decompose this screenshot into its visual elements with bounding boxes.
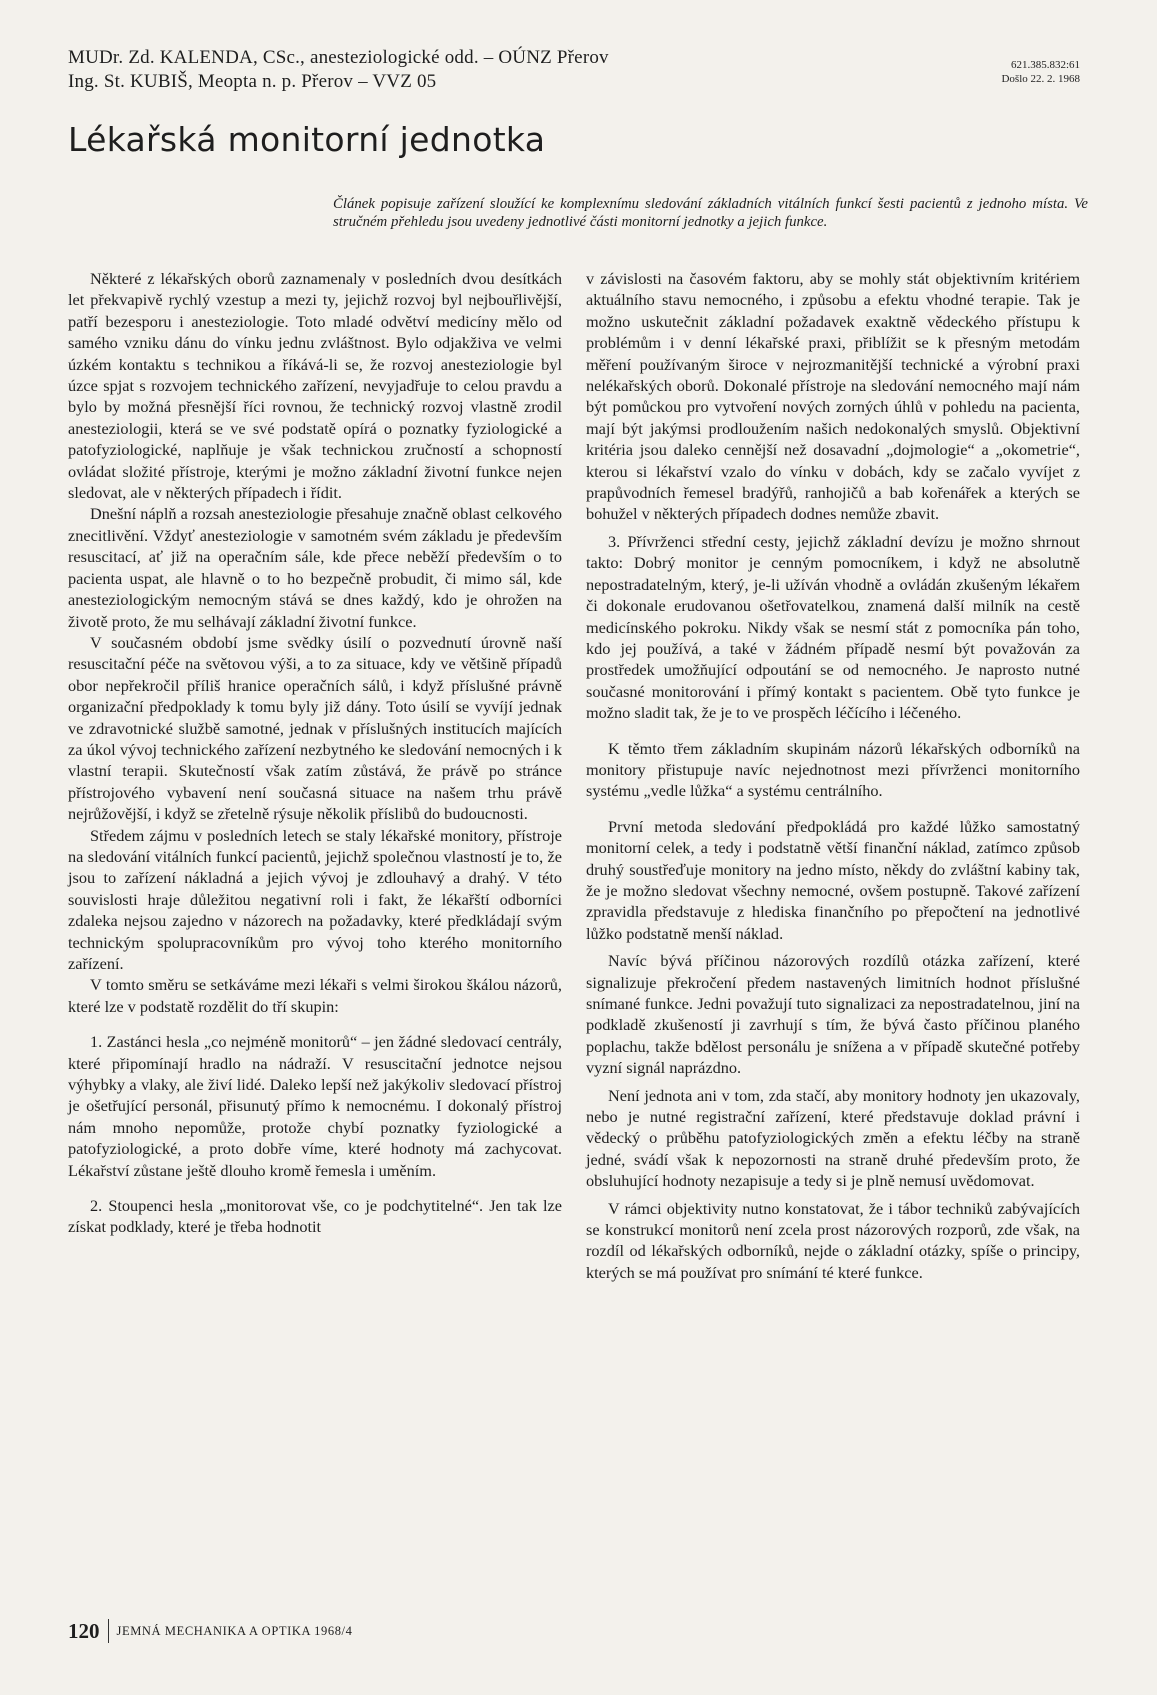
list-item-paragraph: 2. Stoupenci hesla „monitorovat vše, co je podchytitelné“. Jen tak lze získat podklady, které je třeba hodnotit xyxy=(68,1196,562,1237)
paragraph: K těmto třem základním skupinám názorů lékařských odborníků na monitory přistupuje navíc nejednotnost mezi přívrženci monitorního systému „vedle lůžka“ a systému centrálního. xyxy=(586,738,1080,801)
list-item-paragraph: 1. Zastánci hesla „co nejméně monitorů“ – jen žádné sledovací centrály, které připomínají hradlo na nádraží. V resuscitační jednotce nejsou výhybky a vlaky, ale živí lidé. Daleko lepší než jakýkoliv sledovací přístroj je ošetřující personál, přisunutý přímo k nemocnému. I dokonalý přístroj nám mnoho nepomůže, protože chybí poznatky fyziologické a patofyziologické, a proto dobře víme, které hodnoty má zachycovat. Lékařství zůstane ještě dlouho kromě řemesla i uměním. xyxy=(68,1032,562,1180)
author-affiliations xyxy=(68,46,688,94)
paragraph: Středem zájmu v posledních letech se staly lékařské monitory, přístroje na sledování vitálních funkcí pacientů, jejichž společnou vlastností je to, že jsou to zařízení nákladná a jejich vývoj je zdlouhavý a drahý. V této souvislosti hraje důležitou negativní roli i fakt, že lékařští odborníci zdaleka nejsou zajedno v názorech na požadavky, které předkládají svým technickým spolupracovníkům pro vývoj toho kterého monitorního zařízení. xyxy=(68,825,562,973)
paragraph: V současném období jsme svědky úsilí o pozvednutí úrovně naší resuscitační péče na světovou výši, a to za situace, kdy ve většině případů obor nepřekročil příliš hranice operačních sálů, i když příslušné právně organizační předpoklady k tomu byly již dány. Toto úsilí se vyvíjí jednak ve zdravotnické službě samotné, jednak v příslušných institucích majících za úkol vývoj technického zařízení nezbytného ke sledování nemocných i k vlastní terapii. Skutečností však zatím zůstává, že právě po stránce přístrojového vybavení není současná situace na našem trhu právě nejrůžovější, i když se zřetelně rýsuje několik příslibů do budoucnosti. xyxy=(68,632,562,824)
left-column xyxy=(68,268,562,1238)
author-line: Ing. St. KUBIŠ, Meopta n. p. Přerov – VVZ 05 xyxy=(68,71,437,92)
received-date: Došlo 22. 2. 1968 xyxy=(1001,73,1080,85)
paragraph: Navíc bývá příčinou názorových rozdílů otázka zařízení, které signalizuje překročení předem nastavených limitních hodnot příslušné snímané funkce. Jedni považují tuto signalizaci za nepostradatelnou, jiní na podkladě zkušeností ji zavrhují s tím, že bývá často příčinou planého poplachu, takže bdělost personálu je snížena a v případě skutečné potřeby vyzní signál naprázdno. xyxy=(586,951,1080,1078)
paragraph: v závislosti na časovém faktoru, aby se mohly stát objektivním kritériem aktuálního stavu nemocného, i způsobu a efektu vhodné terapie. Tak je možno uskutečnit základní požadavek exaktně vědeckého přístupu k problémům i v denní lékařské praxi, přiblížit se k přesným metodám měření používaným široce v nejrozmanitější technické a výrobní praxi nelékařských oborů. Dokonalé přístroje na sledování nemocného mají nám být pomůckou pro vytvoření nových zorných úhlů v pohledu na pacienta, mají být jakýmsi prodloužením našich nedokonalých smyslů. Objektivní kritéria jsou daleko cennější než dosavadní „dojmologie“ a „okometrie“, kterou si lékařství vzalo do vínku v dobách, kdy se začalo vyvíjet z prapůvodních řemesel bradýřů, ranhojičů a bab kořenářek a kterých se bohužel v některých případech dodnes nemůže zbavit. xyxy=(586,269,1080,524)
article-metadata xyxy=(940,58,1080,86)
right-column xyxy=(586,268,1080,1283)
udc-code: 621.385.832:61 xyxy=(1010,59,1080,71)
paragraph: Dnešní náplň a rozsah anesteziologie přesahuje značně oblast celkového znecitlivění. Vždyť anesteziologie v samotném svém základu je především resuscitací, ať již na operačním sále, kde přece neběží především o to pacienta uspat, ale hlavně o to ho bezpečně probudit, či mimo sál, kde anesteziologickým nemocným stává se dnes každý, kdo je ohrožen na životě proto, že mu selhávají základní životní funkce. xyxy=(68,504,562,631)
paragraph: Není jednota ani v tom, zda stačí, aby monitory hodnoty jen ukazovaly, nebo je nutné registrační zařízení, které představuje doklad právní i vědecký o průběhu patofyziologických změn a efektu léčby na straně jedné, svádí však k nepozornosti na straně druhé především proto, že obsluhující hodnoty nezapisuje a tedy si je plně nemusí uvědomovat. xyxy=(586,1085,1080,1191)
article-title: Lékařská monitorní jednotka xyxy=(68,120,546,159)
page-number: 120 xyxy=(68,1618,100,1643)
footer-divider xyxy=(108,1619,109,1643)
list-item-paragraph: 3. Přívrženci střední cesty, jejichž základní devízu je možno shrnout takto: Dobrý monitor je cenným pomocníkem, i když ne absolutně nepostradatelným, který, je-li užíván vhodně a ovládán zkušeným lékařem či dokonale erudovanou ošetřovatelkou, znamená další milník na cestě medicínského pokroku. Nikdy však se nesmí stát z pomocníka pán toho, kdo jej používá, a také v žádném případě nesmí být považován za prostředek umožňující odpoutání se od nemocného. Je naprosto nutné současné monitorování i přímý kontakt s pacientem. Obě tyto funkce je možno sladit tak, že je to ve prospěch léčícího i léčeného. xyxy=(586,531,1080,723)
journal-name: JEMNÁ MECHANIKA A OPTIKA 1968/4 xyxy=(116,1623,353,1638)
author-line: MUDr. Zd. KALENDA, CSc., anesteziologické odd. – OÚNZ Přerov xyxy=(68,47,609,68)
article-abstract: Článek popisuje zařízení sloužící ke komplexnímu sledování základních vitálních funkcí šesti pacientů z jednoho místa. Ve stručném přehledu jsou uvedeny jednotlivé části monitorní jednotky a jejich funkce. xyxy=(333,196,1088,230)
page-footer xyxy=(68,1617,352,1645)
paragraph: V tomto směru se setkáváme mezi lékaři s velmi širokou škálou názorů, které lze v podstatě rozdělit do tří skupin: xyxy=(68,975,562,1016)
paragraph: Některé z lékařských oborů zaznamenaly v posledních dvou desítkách let překvapivě rychlý vzestup a mezi ty, jejichž rozvoj byl nejbouřlivější, patří bezesporu i anesteziologie. Toto mladé odvětví medicíny mělo od samého vzniku dánu do vínku jednu zvláštnost. Bylo odjakživa ve velmi úzkém kontaktu s technikou a říkává-li se, že rozvoj anesteziologie byl úzce spjat s rozvojem technického zařízení, nevyjadřuje to celou pravdu a bylo by možná přesnější říci rovnou, že technický rozvoj vlastně zrodil anesteziologii, která se ve své podstatě opírá o poznatky fyziologické a patofyziologické, naplňuje je však technickou zručností a schopností ovládat složité přístroje, kterými je možno základní životní funkce nejen sledovat, ale v některých případech i řídit. xyxy=(68,269,562,503)
paragraph: V rámci objektivity nutno konstatovat, že i tábor techniků zabývajících se konstrukcí monitorů není zcela prost názorových rozporů, zde však, na rozdíl od lékařských odborníků, nejde o základní otázky, spíše o principy, kterých se má používat pro snímání té které funkce. xyxy=(586,1198,1080,1282)
paragraph: První metoda sledování předpokládá pro každé lůžko samostatný monitorní celek, a tedy i podstatně větší finanční náklad, zatímco způsob druhý soustřeďuje monitory na jedno místo, někdy do zvláštní kabiny tak, že je možno sledovat všechny nemocné, ovšem postupně. Takové zařízení zpravidla představuje z hlediska finančního po přepočtení na jednotlivé lůžko podstatně menší náklad. xyxy=(586,816,1080,943)
